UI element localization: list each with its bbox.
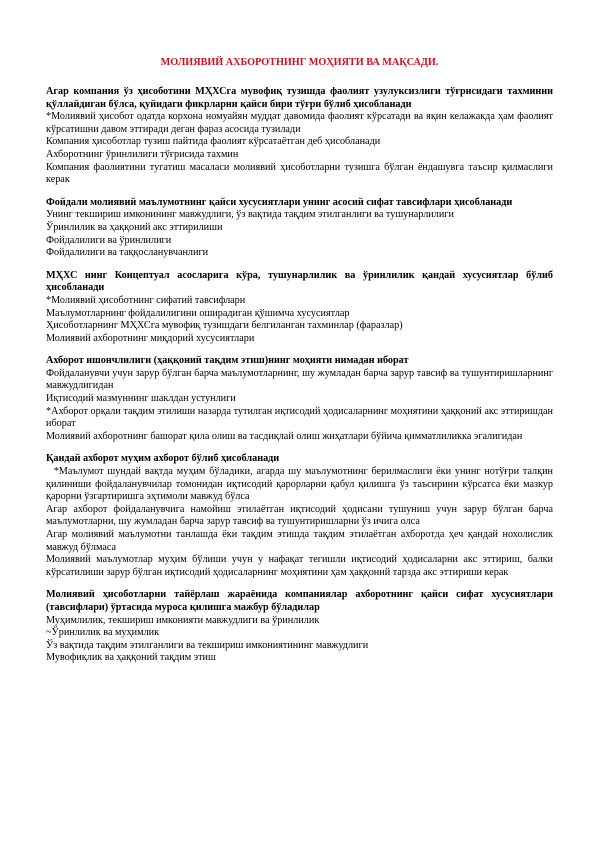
question-section-1 <box>46 86 553 187</box>
answer-line: Фойдалилиги ва таққосланувчанлиги <box>46 247 209 259</box>
question-heading: Қандай ахборот муҳим ахборот бўлиб ҳисобланади <box>46 453 280 465</box>
answer-line: Мувофиқлик ва ҳаққоний тақдим этиш <box>46 652 216 664</box>
answer-line: Фойдаланувчи учун зарур бўлган барча маълумотларнинг, шу жумладан барча зарур тавсиф ва тушунтиришларнинг мавжудлигидан <box>46 367 553 392</box>
answer-line: Ахборотнинг ўринлилиги тўғрисида тахмин <box>46 148 239 160</box>
answer-line: Маълумотларнинг фойдалилигини оширадиган қўшимча хусусиятлар <box>46 307 350 319</box>
answer-line: Компания ҳисоботлар тузиш пайтида фаолият кўрсатаётган деб ҳисобланади <box>46 136 381 148</box>
question-section-3 <box>46 270 553 346</box>
question-heading: Молиявий ҳисоботларни тайёрлаш жараёнида компаниялар ахборотнинг қайси сифат хусусиятлари (тавсифлари) ўртасида муроса қилишга мажбур бўладилар <box>46 589 553 613</box>
answer-line: Молиявий маълумотлар муҳим бўлиши учун у нафақат тегишли иқтисодий ҳодисаларни акс эттириш, балки кўрсатилиши зарур бўлган иқтисодий ҳодисаларнинг моҳиятини ҳам ҳаққоний тарзда акс эттириши керак <box>46 554 553 578</box>
question-section-6 <box>46 589 553 665</box>
answer-line: Агар молиявий маълумотни танлашда ёки тақдим этишда тақдим этилаётган ахборотда ҳеч қандай нохолислик мавжуд бўлмаса <box>46 529 553 553</box>
question-section-5 <box>46 453 556 579</box>
answer-line: Молиявий ахборотнинг миқдорий хусусиятлари <box>46 332 255 344</box>
answer-line: *Ахборот орқали тақдим этилиши назарда тутилган иқтисодий ҳодисаларнинг моҳиятини ҳаққоний акс эттиришдан иборат <box>46 405 553 430</box>
answer-line: Муҳимлилик, текшириш имконияти мавжудлиги ва ўринлилик <box>46 614 320 626</box>
answer-line: Ўринлилик ва ҳаққоний акс эттирилиши <box>46 221 223 233</box>
answer-line: Фойдалилиги ва ўринлилиги <box>46 234 172 246</box>
question-section-4 <box>46 355 553 443</box>
answer-line: Ўз вақтида тақдим этилганлиги ва текшириш имкониятининг мавжудлиги <box>46 639 369 651</box>
answer-line: *Маълумот шундай вақтда муҳим бўладики, агарда шу маълумотнинг берилмаслиги ёки унинг нотўғри талқин қилиниши фойдаланувчилар томонидан иқтисодий қарорларни қабул қилишга ўз таъсирини кўрсатса ёки мазкур қарорни ўзгартиришга эҳтимоли мавжуд бўлса <box>46 466 556 503</box>
answer-line: Агар ахборот фойдаланувчига намойиш этилаётган иқтисодий ҳодисани тушуниш учун зарур бўлган барча маълумотларни, шу жумладан барча зарур тавсиф ва тушунтиришларни ўз ичига олса <box>46 503 553 528</box>
question-section-2 <box>46 197 553 260</box>
answer-line: Молиявий ахборотнинг башорат қила олиш ва тасдиқлай олиш жиҳатлари бўйича қимматлиликка эгалигидан <box>46 430 523 442</box>
answer-line: Ҳисоботларнинг МҲХСга мувофиқ тузишдаги белгиланган тахминлар (фаразлар) <box>46 320 403 332</box>
answer-line: Унинг текшириш имконининг мавжудлиги, ўз вақтида тақдим этилганлиги ва тушунарлилиги <box>46 209 454 221</box>
answer-line: *Молиявий ҳисобот одатда корхона номуайян муддат давомида фаолият кўрсатади ва яқин келажакда ҳам фаолият кўрсатишни давом эттиради деган фараз асосида тузилади <box>46 111 553 135</box>
question-heading: МҲХС нинг Концептуал асосларига кўра, тушунарлилик ва ўринлилик қандай хусусиятлар бўлиб ҳисобланади <box>46 269 553 294</box>
answer-line: ~Ўринлилик ва муҳимлик <box>46 627 160 639</box>
question-heading: Агар компания ўз ҳисоботини МҲХСга мувофиқ тузишда фаолият узулуксизлиги тўғрисидаги тахминни қўллайдиган бўлса, қуйидаги фикрларни қайси бири тўғри бўлиб ҳисобланади <box>46 86 553 110</box>
question-heading: Фойдали молиявий маълумотнинг қайси хусусиятлари унинг асосий сифат тавсифлари ҳисобланади <box>46 196 513 208</box>
answer-line: Иқтисодий мазмуннинг шаклдан устунлиги <box>46 393 236 405</box>
answer-line: Компания фаолиятини тугатиш масаласи молиявий ҳисоботларни тузишга бўлган ёндашувга таъсир қилмаслиги керак <box>46 161 553 186</box>
document-page <box>46 56 556 675</box>
document-title: МОЛИЯВИЙ АХБОРОТНИНГ МОҲИЯТИ ВА МАҚСАДИ. <box>160 57 439 68</box>
question-heading: Ахборот ишончлилиги (ҳаққоний тақдим этиш)нинг моҳияти нимадан иборат <box>46 355 409 367</box>
answer-line: *Молиявий ҳисоботнинг сифатий тавсифлари <box>46 294 246 306</box>
